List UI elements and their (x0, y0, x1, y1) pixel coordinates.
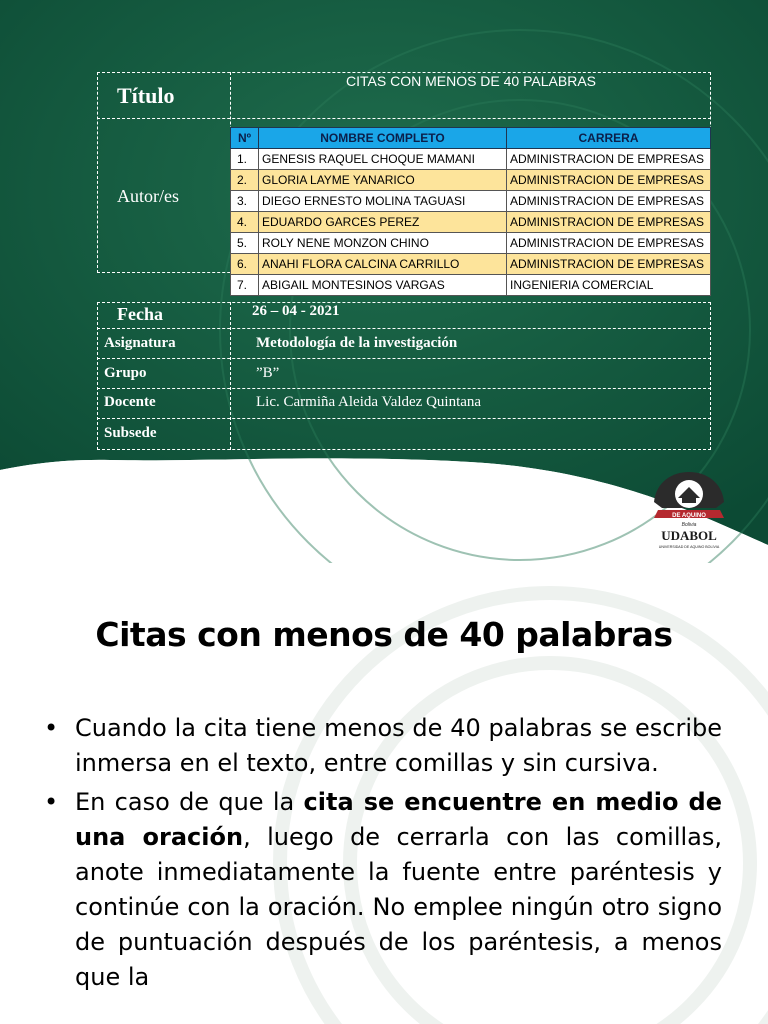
bullet-icon: • (44, 714, 59, 742)
table-row (231, 191, 711, 212)
row-name: GLORIA LAYME YANARICO (259, 170, 507, 191)
header-name: NOMBRE COMPLETO (259, 128, 507, 149)
row-career: ADMINISTRACION DE EMPRESAS (507, 212, 711, 233)
grupo-value: ”B” (256, 365, 280, 381)
row-name: ABIGAIL MONTESINOS VARGAS (259, 275, 507, 296)
table-row (231, 149, 711, 170)
titulo-label: Título (117, 83, 175, 108)
slide-title: Citas con menos de 40 palabras (95, 615, 673, 654)
grupo-label: Grupo (104, 365, 147, 381)
row-num: 5. (231, 233, 259, 254)
svg-text:UDABOL: UDABOL (661, 528, 717, 543)
row-num: 3. (231, 191, 259, 212)
authors-table (230, 127, 711, 296)
row-career: ADMINISTRACION DE EMPRESAS (507, 191, 711, 212)
row-career: ADMINISTRACION DE EMPRESAS (507, 149, 711, 170)
bullet-icon: • (44, 788, 59, 816)
row-num: 1. (231, 149, 259, 170)
udabol-logo (646, 470, 732, 552)
bullet-item-1 (44, 711, 722, 781)
authors-table-header (231, 128, 711, 149)
table-row (231, 170, 711, 191)
docente-label: Docente (104, 394, 156, 410)
svg-text:UNIVERSIDAD DE AQUINO BOLIVIA: UNIVERSIDAD DE AQUINO BOLIVIA (658, 545, 720, 549)
row-name: EDUARDO GARCES PEREZ (259, 212, 507, 233)
row-num: 7. (231, 275, 259, 296)
fecha-label: Fecha (117, 304, 163, 324)
row-career: ADMINISTRACION DE EMPRESAS (507, 254, 711, 275)
row-name: ANAHI FLORA CALCINA CARRILLO (259, 254, 507, 275)
header-career: CARRERA (507, 128, 711, 149)
row-name: ROLY NENE MONZON CHINO (259, 233, 507, 254)
docente-value: Lic. Carmiña Aleida Valdez Quintana (256, 394, 482, 410)
asignatura-value: Metodología de la investigación (256, 335, 458, 351)
asignatura-label: Asignatura (104, 335, 176, 351)
bullet-text-2-bold: cita se encuentre en medio de una oración (75, 788, 722, 851)
titulo-value: CITAS CON MENOS DE 40 PALABRAS (346, 73, 596, 89)
table-row (231, 233, 711, 254)
row-career: INGENIERIA COMERCIAL (507, 275, 711, 296)
row-career: ADMINISTRACION DE EMPRESAS (507, 233, 711, 254)
subsede-label: Subsede (104, 425, 157, 441)
row-name: DIEGO ERNESTO MOLINA TAGUASI (259, 191, 507, 212)
bullet-text-2-pre: En caso de que la (75, 788, 304, 816)
header-num: Nº (231, 128, 259, 149)
bullet-text-2-post: , luego de cerrarla con las comillas, anote inmediatamente la fuente entre paréntesis y continúe con la oración. No emplee ningún otro signo de puntuación después de los paréntesis, a menos que la (75, 823, 722, 991)
bullet-text-1: Cuando la cita tiene menos de 40 palabras se escribe inmersa en el texto, entre comillas y sin cursiva. (75, 714, 722, 777)
row-num: 6. (231, 254, 259, 275)
bullet-item-2 (44, 785, 722, 995)
table-row (231, 254, 711, 275)
fecha-value: 26 – 04 - 2021 (252, 303, 340, 319)
row-num: 2. (231, 170, 259, 191)
svg-text:Bolivia: Bolivia (681, 522, 697, 528)
table-row (231, 275, 711, 296)
row-name: GENESIS RAQUEL CHOQUE MAMANI (259, 149, 507, 170)
content-slide (0, 563, 768, 1024)
svg-text:DE AQUINO: DE AQUINO (672, 513, 706, 519)
row-num: 4. (231, 212, 259, 233)
autores-label: Autor/es (117, 186, 179, 206)
bullet-list (44, 711, 722, 999)
row-career: ADMINISTRACION DE EMPRESAS (507, 170, 711, 191)
table-row (231, 212, 711, 233)
university-seal-icon (646, 470, 732, 552)
